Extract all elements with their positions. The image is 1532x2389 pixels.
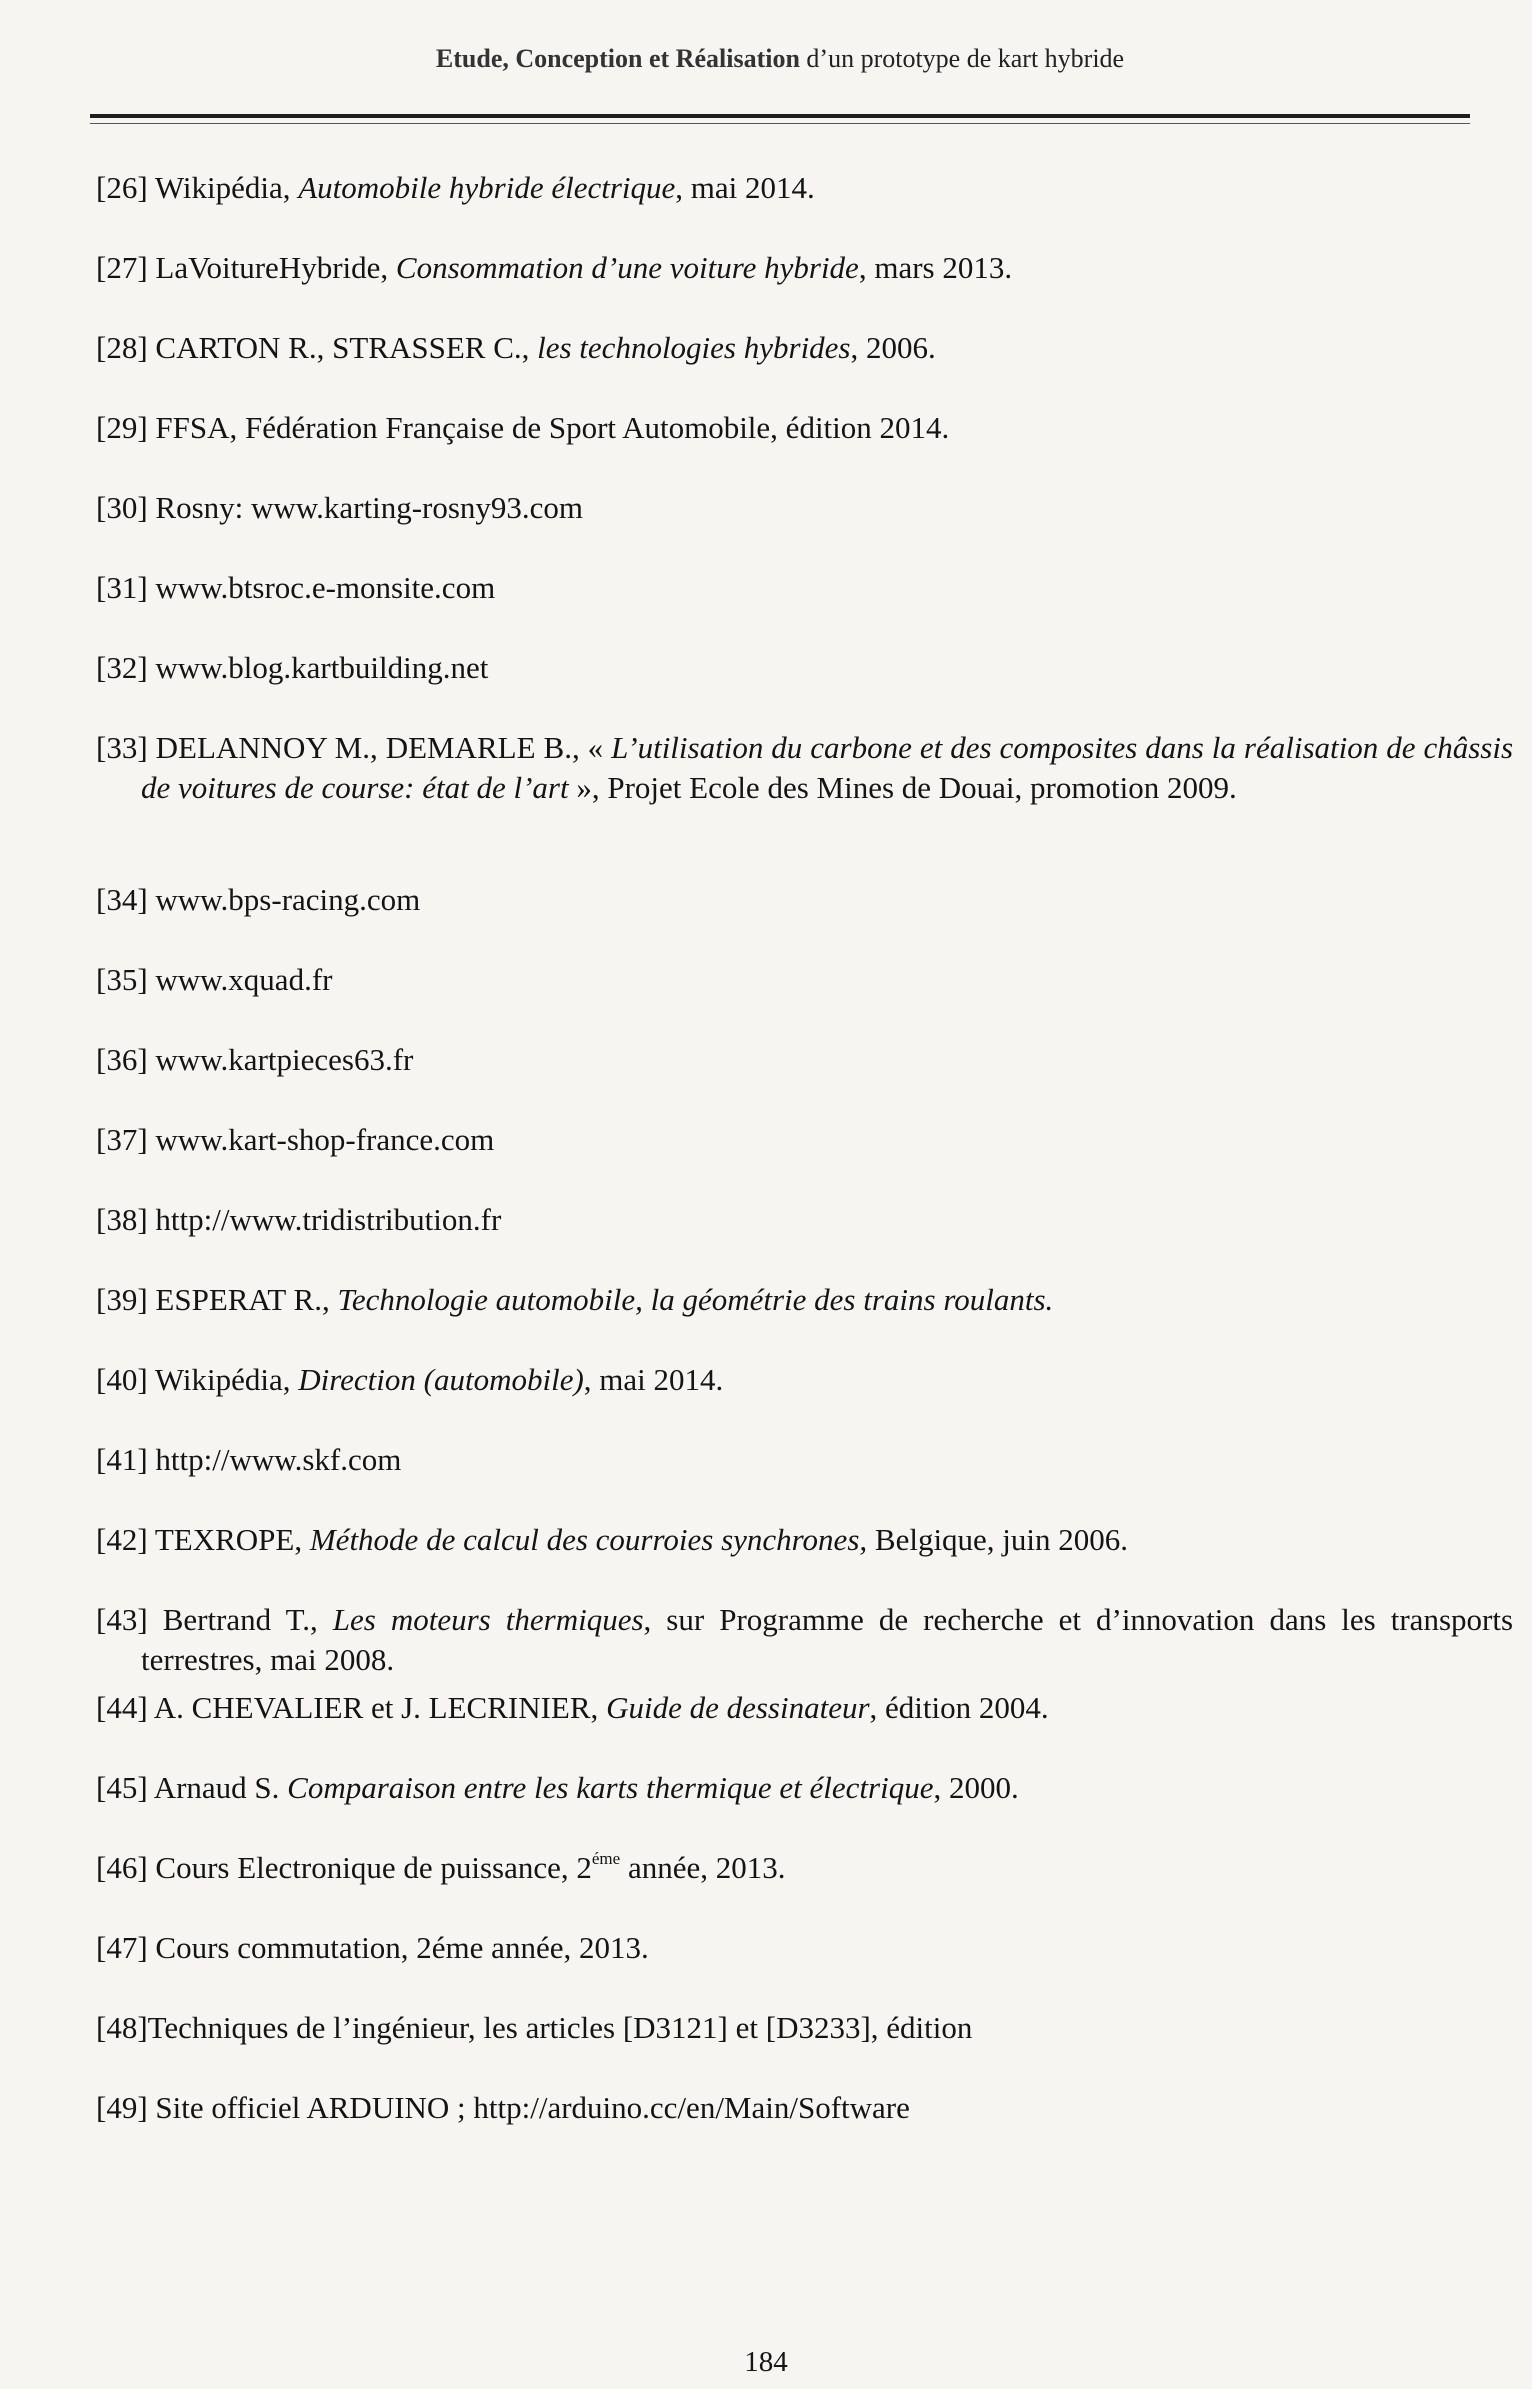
reference-entry (96, 728, 1513, 808)
running-header (90, 44, 1470, 74)
header-rule-thin (90, 123, 1470, 124)
reference-superscript: éme (591, 1849, 621, 1868)
reference-title: Les moteurs thermiques (332, 1602, 644, 1637)
reference-text: Cours commutation, 2éme année, 2013. (155, 1930, 649, 1965)
reference-entry (96, 1928, 1513, 1968)
reference-text: ESPERAT R., (155, 1282, 338, 1317)
reference-number: [26] (96, 170, 148, 205)
reference-text-after: , 2006. (850, 330, 936, 365)
reference-entry (96, 1040, 1513, 1080)
reference-entry (96, 248, 1513, 288)
reference-text: DELANNOY M., DEMARLE B., « (155, 730, 612, 765)
reference-text: A. CHEVALIER et J. LECRINIER, (153, 1690, 607, 1725)
reference-number: [47] (96, 1930, 148, 1965)
reference-number: [31] (96, 570, 148, 605)
reference-text-after: », Projet Ecole des Mines de Douai, promotion 2009. (568, 770, 1237, 805)
reference-number: [30] (96, 490, 148, 525)
reference-text: LaVoitureHybride, (155, 250, 396, 285)
reference-entry (96, 2088, 1513, 2128)
reference-text: http://www.tridistribution.fr (155, 1202, 502, 1237)
reference-title: Méthode de calcul des courroies synchrones, (309, 1522, 868, 1557)
reference-text: Techniques de l’ingénieur, les articles [D3121] et [D3233], édition (147, 2010, 973, 2045)
reference-text-after: Belgique, juin 2006. (867, 1522, 1129, 1557)
reference-entry (96, 328, 1513, 368)
reference-text: www.bps-racing.com (155, 882, 421, 917)
reference-text: www.xquad.fr (155, 962, 333, 997)
reference-title: Automobile hybride électrique (298, 170, 676, 205)
reference-entry (96, 1280, 1513, 1320)
reference-text: www.blog.kartbuilding.net (155, 650, 489, 685)
header-rule-thick (90, 114, 1470, 118)
reference-entry (96, 880, 1513, 920)
reference-number: [29] (96, 410, 148, 445)
reference-number: [27] (96, 250, 148, 285)
reference-title: L’utilisation du carbone et des composites dans la réalisation de châssis de voitures de course: état de l’art (141, 730, 1514, 805)
reference-text: TEXROPE, (154, 1522, 310, 1557)
reference-text: FFSA, Fédération Française de Sport Automobile, édition 2014. (155, 410, 950, 445)
reference-number: [42] (96, 1522, 148, 1557)
reference-entry (96, 408, 1513, 448)
reference-text-after: , 2000. (933, 1770, 1019, 1805)
reference-text: Wikipédia, (154, 1362, 299, 1397)
reference-entry (96, 1520, 1513, 1560)
reference-entry (96, 1120, 1513, 1160)
reference-entry (96, 960, 1513, 1000)
reference-text: CARTON R., STRASSER C., (155, 330, 538, 365)
reference-entry (96, 1848, 1513, 1888)
reference-number: [37] (96, 1122, 148, 1157)
reference-entry (96, 1360, 1513, 1400)
header-bold-title: Etude, Conception et Réalisation (435, 44, 800, 73)
reference-title: les technologies hybrides (537, 330, 851, 365)
reference-number: [36] (96, 1042, 148, 1077)
header-title-rest: d’un prototype de kart hybride (799, 44, 1125, 73)
reference-text-after: , mars 2013. (858, 250, 1013, 285)
reference-text-after: , édition 2004. (869, 1690, 1049, 1725)
reference-title: Technologie automobile, la géométrie des trains roulants. (337, 1282, 1054, 1317)
reference-text: Arnaud S. (153, 1770, 288, 1805)
reference-number: [41] (96, 1442, 148, 1477)
reference-entry (96, 648, 1513, 688)
reference-entry (96, 2008, 1513, 2048)
reference-number: [34] (96, 882, 148, 917)
page-number: 184 (744, 2346, 788, 2378)
reference-text-after: , sur Programme de recherche et d’innovation dans les transports terrestres, mai 2008. (141, 1602, 1514, 1677)
reference-entry (96, 1200, 1513, 1240)
reference-number: [40] (96, 1362, 148, 1397)
reference-number: [48] (96, 2010, 148, 2045)
reference-number: [46] (96, 1850, 148, 1885)
reference-title: Consommation d’une voiture hybride (395, 250, 859, 285)
reference-entry (96, 1768, 1513, 1808)
reference-number: [32] (96, 650, 148, 685)
reference-text: www.btsroc.e-monsite.com (155, 570, 496, 605)
reference-number: [49] (96, 2090, 148, 2125)
reference-entry (96, 168, 1513, 208)
reference-entry (96, 568, 1513, 608)
reference-title: Comparaison entre les karts thermique et électrique (287, 1770, 934, 1805)
reference-text: http://www.skf.com (155, 1442, 402, 1477)
reference-text: www.kart-shop-france.com (155, 1122, 495, 1157)
reference-entry (96, 1688, 1513, 1728)
reference-number: [28] (96, 330, 148, 365)
reference-number: [43] (96, 1602, 148, 1637)
reference-text: Cours Electronique de puissance, 2 (155, 1850, 592, 1885)
reference-title: Direction (automobile) (298, 1362, 584, 1397)
reference-number: [38] (96, 1202, 148, 1237)
reference-number: [39] (96, 1282, 148, 1317)
reference-text: www.kartpieces63.fr (155, 1042, 414, 1077)
reference-entry (96, 1440, 1513, 1480)
reference-text-after: , mai 2014. (583, 1362, 724, 1397)
reference-entry (96, 488, 1513, 528)
reference-text: Rosny: www.karting-rosny93.com (155, 490, 584, 525)
reference-number: [35] (96, 962, 148, 997)
reference-number: [45] (96, 1770, 148, 1805)
reference-text: Bertrand T., (162, 1602, 333, 1637)
reference-number: [44] (96, 1690, 148, 1725)
reference-number: [33] (96, 730, 148, 765)
reference-text: Wikipédia, (154, 170, 299, 205)
reference-title: Guide de dessinateur (606, 1690, 870, 1725)
reference-text: Site officiel ARDUINO ; http://arduino.cc/en/Main/Software (155, 2090, 910, 2125)
reference-text-after: année, 2013. (620, 1850, 786, 1885)
reference-text-after: , mai 2014. (675, 170, 815, 205)
reference-entry (96, 1600, 1513, 1680)
